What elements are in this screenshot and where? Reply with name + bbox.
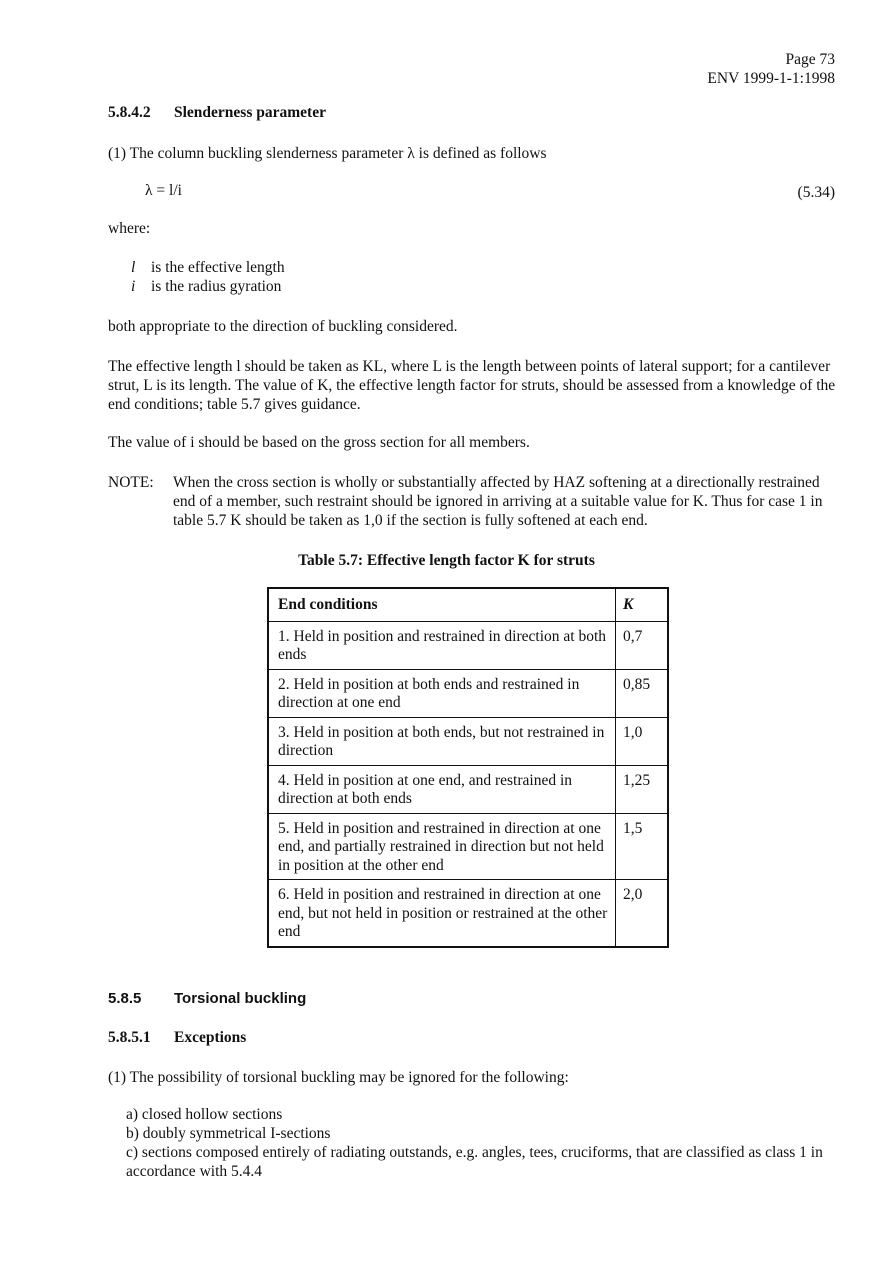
exceptions-list — [126, 1105, 836, 1181]
symbol-row — [131, 277, 281, 296]
section-number: 5.8.4.2 — [108, 104, 151, 121]
page-header — [707, 50, 835, 88]
page-number: Page 73 — [785, 51, 835, 68]
table-row — [268, 669, 668, 717]
symbol-description: is the effective length — [151, 259, 285, 276]
paragraph-1: (1) The column buckling slenderness parameter λ is defined as follows — [108, 145, 547, 162]
section-heading-5851 — [108, 1028, 836, 1047]
header-end-conditions: End conditions — [268, 588, 616, 621]
k-value-cell: 1,25 — [616, 765, 669, 813]
note-text: When the cross section is wholly or substantially affected by HAZ softening at a directionally restrained end of a member, such restraint should be ignored in arriving at a suitable value for K. Thus for case 1 in table 5.7 K should be taken as 1,0 if the section is fully softened at each end. — [173, 474, 823, 529]
k-value-cell: 0,85 — [616, 669, 669, 717]
note-label: NOTE: — [108, 474, 154, 491]
section-title: Exceptions — [174, 1029, 247, 1046]
table-row — [268, 880, 668, 947]
list-item: a) closed hollow sections — [126, 1106, 283, 1123]
effective-length-table — [267, 587, 669, 948]
table-row — [268, 621, 668, 669]
k-value-cell: 1,0 — [616, 717, 669, 765]
end-condition-cell: 6. Held in position and restrained in direction at one end, but not held in position or restrained at the other end — [268, 880, 616, 947]
end-condition-cell: 2. Held in position at both ends and restrained in direction at one end — [268, 669, 616, 717]
symbol-description: is the radius gyration — [151, 278, 282, 295]
k-value-cell: 2,0 — [616, 880, 669, 947]
symbol: i — [131, 278, 136, 295]
end-condition-cell: 3. Held in position at both ends, but not restrained in direction — [268, 717, 616, 765]
section-title: Slenderness parameter — [174, 104, 326, 121]
symbol: l — [131, 259, 136, 276]
k-value-cell: 1,5 — [616, 813, 669, 880]
end-condition-cell: 1. Held in position and restrained in direction at both ends — [268, 621, 616, 669]
symbol-row — [131, 258, 285, 277]
table-header-row — [268, 588, 668, 621]
standard-reference: ENV 1999-1-1:1998 — [707, 70, 835, 87]
header-k: K — [616, 588, 669, 621]
end-condition-cell: 5. Held in position and restrained in direction at one end, and partially restrained in direction but not held in position at the other end — [268, 813, 616, 880]
where-label: where: — [108, 220, 151, 237]
section-title: Torsional buckling — [174, 990, 307, 1007]
paragraph-2: both appropriate to the direction of buckling considered. — [108, 318, 458, 335]
equation: λ = l/i — [145, 182, 182, 199]
paragraph-exceptions: (1) The possibility of torsional buckling may be ignored for the following: — [108, 1069, 569, 1086]
paragraph-4: The value of i should be based on the gross section for all members. — [108, 434, 530, 451]
list-item: b) doubly symmetrical I-sections — [126, 1125, 331, 1142]
table-row — [268, 717, 668, 765]
section-heading-5842 — [108, 103, 836, 122]
section-number: 5.8.5.1 — [108, 1029, 151, 1046]
k-value-cell: 0,7 — [616, 621, 669, 669]
section-number: 5.8.5 — [108, 990, 142, 1007]
table-caption: Table 5.7: Effective length factor K for struts — [298, 552, 595, 569]
table-row — [268, 765, 668, 813]
equation-number: (5.34) — [797, 184, 835, 201]
list-item: c) sections composed entirely of radiating outstands, e.g. angles, tees, cruciforms, that are classified as class 1 in accordance with 5.4.4 — [126, 1144, 823, 1180]
end-condition-cell: 4. Held in position at one end, and restrained in direction at both ends — [268, 765, 616, 813]
paragraph-3: The effective length l should be taken as KL, where L is the length between points of lateral support; for a cantilever strut, L is its length. The value of K, the effective length factor for struts, should be assessed from a knowledge of the end conditions; table 5.7 gives guidance. — [108, 358, 836, 413]
section-heading-585 — [108, 989, 836, 1008]
table-row — [268, 813, 668, 880]
